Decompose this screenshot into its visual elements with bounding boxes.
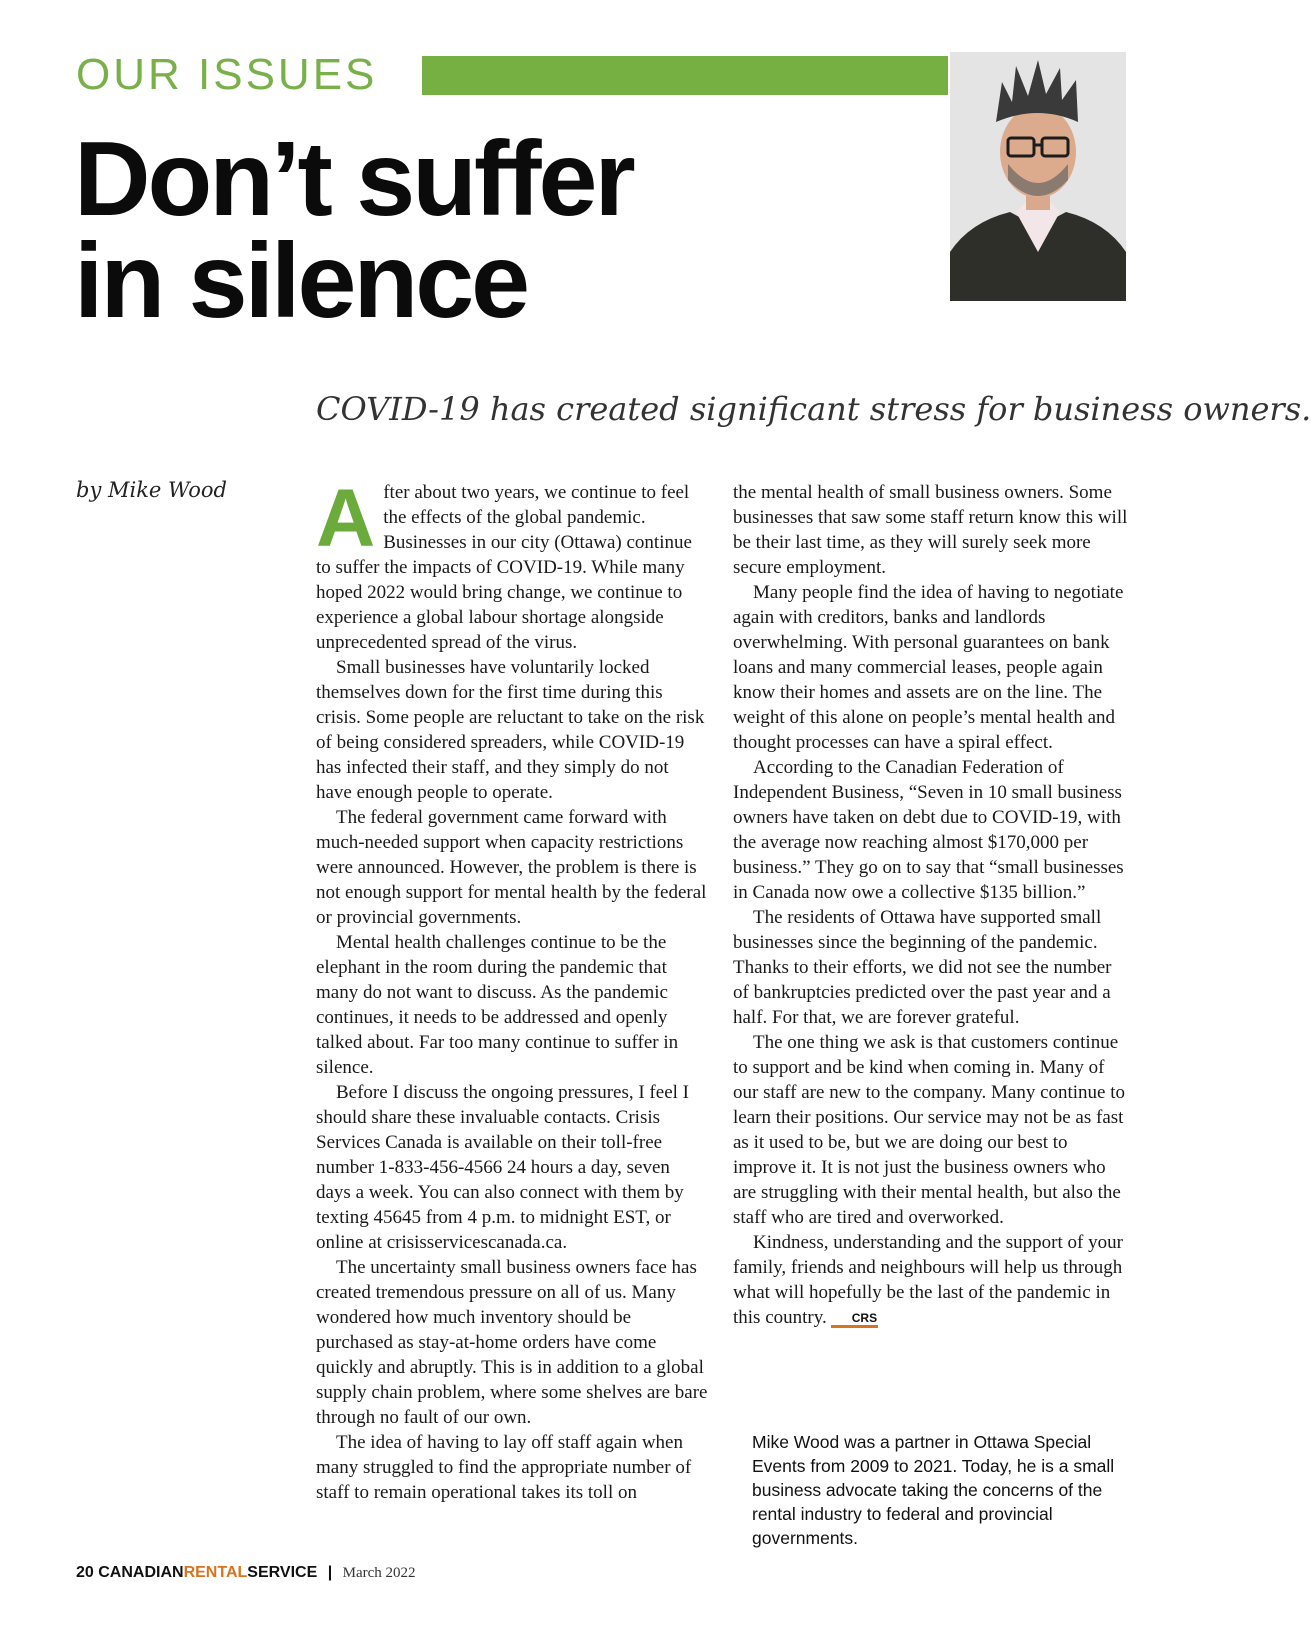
footer-separator: | xyxy=(327,1564,333,1581)
article-column-left xyxy=(316,473,708,1505)
author-portrait-icon xyxy=(950,52,1126,301)
article-column-right xyxy=(733,480,1129,1330)
paragraph: Many people find the idea of having to negotiate again with creditors, banks and landlords overwhelming. With personal guarantees on bank loans and many commercial leases, people again know their homes and assets are on the line. The weight of this alone on people’s mental health and thought processes can have a spiral effect. xyxy=(733,582,1124,753)
paragraph: The residents of Ottawa have supported small businesses since the beginning of the pandemic. Thanks to their efforts, we did not see the number of bankruptcies predicted over the past year and a half. For that, we are forever grateful. xyxy=(733,907,1112,1028)
paragraph: According to the Canadian Federation of Independent Business, “Seven in 10 small business owners have taken on debt due to COVID-19, with the average now reaching almost $170,000 per business.” They go on to say that “small businesses in Canada now owe a collective $135 billion.” xyxy=(733,757,1124,903)
paragraph: The federal government came forward with much-needed support when capacity restrictions were announced. However, the problem is there is not enough support for mental health by the federal or provincial governments. xyxy=(316,807,707,928)
magazine-name-part2: RENTAL xyxy=(183,1564,248,1581)
paragraph: The one thing we ask is that customers continue to support and be kind when coming in. Many of our staff are new to the company. Many continue to learn their positions. Our service may not be as fast as it used to be, but we are doing our best to improve it. It is not just the business owners who are struggling with their mental health, but also the staff who are tired and overworked. xyxy=(733,1032,1126,1228)
issue-date: March 2022 xyxy=(342,1565,416,1581)
byline: by Mike Wood xyxy=(76,478,227,502)
page-footer xyxy=(76,1564,416,1582)
paragraph: Mental health challenges continue to be the elephant in the room during the pandemic that many do not want to discuss. As the pandemic continues, it needs to be addressed and openly talked about. Far too many continue to suffer in silence. xyxy=(316,932,679,1078)
page-number: 20 xyxy=(76,1564,94,1581)
paragraph: The idea of having to lay off staff again when many struggled to find the appropriate number of staff to remain operational takes its toll on xyxy=(316,1432,692,1503)
drop-cap: A xyxy=(316,473,376,564)
paragraph: Before I discuss the ongoing pressures, I feel I should share these invaluable contacts. Crisis Services Canada is available on their toll-free number 1-833-456-4566 24 hours a day, seven days a week. You can also connect with them by texting 45645 from 4 p.m. to midnight EST, or online at crisisservicescanada.ca. xyxy=(316,1082,689,1253)
author-photo xyxy=(950,52,1126,301)
paragraph: After about two years, we continue to feel the effects of the global pandemic. Businesses in our city (Ottawa) continue to suffer the impacts of COVID-19. While many hoped 2022 would bring change, we continue to experience a global labour shortage alongside unprecedented spread of the virus. xyxy=(316,473,692,653)
section-accent-bar xyxy=(422,56,948,95)
paragraph: the mental health of small business owners. Some businesses that saw some staff return know this will be their last time, as they will surely seek more secure employment. xyxy=(733,482,1128,578)
headline-line-2: in silence xyxy=(74,222,528,340)
paragraph: The uncertainty small business owners face has created tremendous pressure on all of us. Many wondered how much inventory should be purchased as stay-at-home orders have come quickly and abruptly. This is in addition to a global supply chain problem, where some shelves are bare through no fault of our own. xyxy=(316,1257,708,1428)
author-bio: Mike Wood was a partner in Ottawa Special Events from 2009 to 2021. Today, he is a small business advocate taking the concerns of the rental industry to federal and provincial governments. xyxy=(752,1432,1115,1548)
paragraph: Kindness, understanding and the support of your family, friends and neighbours will help us through what will hopefully be the last of the pandemic in this country. CRS xyxy=(733,1232,1123,1328)
subheadline: COVID-19 has created significant stress for business owners. xyxy=(316,390,1311,428)
headline xyxy=(74,120,714,340)
headline-line-1: Don’t suffer xyxy=(74,120,633,238)
end-mark-crs: CRS xyxy=(831,1311,878,1328)
magazine-name-part3: SERVICE xyxy=(247,1564,318,1581)
section-label: OUR ISSUES xyxy=(76,50,378,99)
magazine-name-part1: CANADIAN xyxy=(98,1564,184,1581)
paragraph: Small businesses have voluntarily locked themselves down for the first time during this crisis. Some people are reluctant to take on the risk of being considered spreaders, while COVID-19 has infected their staff, and they simply do not have enough people to operate. xyxy=(316,657,705,803)
